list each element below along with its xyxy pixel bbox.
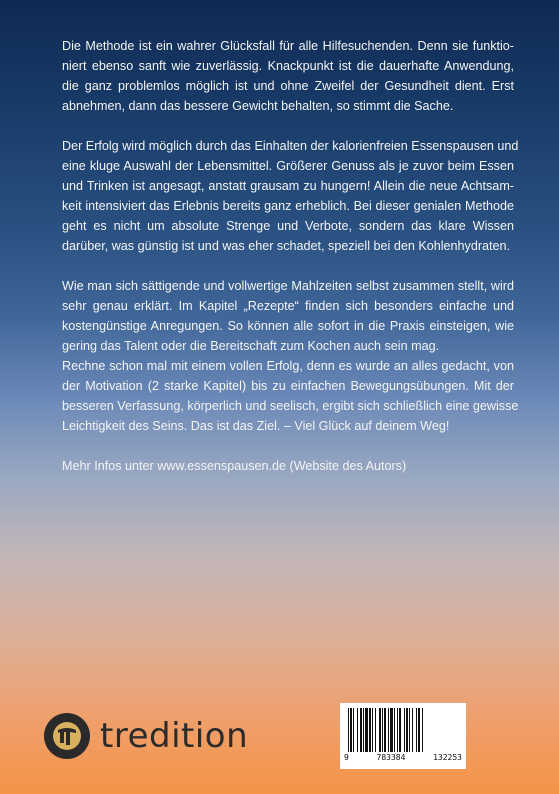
barcode-bar xyxy=(353,708,354,752)
publisher-name: tredition xyxy=(100,716,249,756)
text-line: kostengünstige Anregungen. So können alle sofort in die Praxis einsteigen, wie xyxy=(62,319,514,333)
barcode-digit-group: 9 xyxy=(344,753,349,762)
text-line: Wie man sich sättigende und vollwertige Mahlzeiten selbst zusammen stellt, wird xyxy=(62,279,514,293)
isbn-barcode xyxy=(340,703,466,769)
paragraph-4 xyxy=(62,356,519,436)
paragraph-2 xyxy=(62,136,519,256)
barcode-digit-group: 783384 xyxy=(376,753,406,762)
barcode-bar xyxy=(404,708,405,752)
text-line: eine kluge Auswahl der Lebensmittel. Größerer Genuss als je zuvor beim Essen xyxy=(62,159,514,173)
barcode-bar xyxy=(388,708,389,752)
text-line: Mehr Infos unter www.essenspausen.de (Website des Autors) xyxy=(62,459,407,473)
barcode-bar xyxy=(382,708,383,752)
barcode-bar xyxy=(350,708,352,752)
barcode-bar xyxy=(369,708,371,752)
text-line: Rechne schon mal mit einem vollen Erfolg, denn es wurde an alles gedacht, von xyxy=(62,359,514,373)
tredition-logo-icon xyxy=(44,713,90,759)
text-line: sehr genau erklärt. Im Kapitel „Rezepte“ finden sich besonders einfache und xyxy=(62,299,514,313)
text-line: keit intensiviert das Erlebnis bereits ganz erheblich. Bei dieser genialen Methode xyxy=(62,199,514,213)
text-line: geht es nicht um absolute Strenge und Verbote, sondern das klare Wissen xyxy=(62,219,514,233)
barcode-bar xyxy=(412,708,413,752)
barcode-digits xyxy=(344,753,462,762)
barcode-bar xyxy=(409,708,410,752)
barcode-bar xyxy=(360,708,362,752)
text-line: und Trinken ist angesagt, anstatt grausam zu hungern! Allein die neue Achtsam- xyxy=(62,179,514,193)
barcode-bar xyxy=(379,708,381,752)
barcode-bar xyxy=(348,708,349,752)
barcode-bar xyxy=(365,708,368,752)
barcode-bar xyxy=(397,708,398,752)
barcode-bar xyxy=(422,708,423,752)
barcode-bar xyxy=(390,708,393,752)
paragraph-3 xyxy=(62,276,514,356)
barcode-bars xyxy=(346,708,460,752)
text-line: darüber, was günstig ist und was eher schadet, speziell bei den Kohlenhydraten. xyxy=(62,239,511,253)
back-cover-text xyxy=(62,36,519,496)
barcode-bar xyxy=(416,708,417,752)
barcode-bar xyxy=(372,708,373,752)
text-line: Leichtigkeit des Seins. Das ist das Ziel. – Viel Glück auf deinem Weg! xyxy=(62,419,450,433)
text-line: niert ebenso sanft wie zuverlässig. Knackpunkt ist die dauerhafte Anwendung, xyxy=(62,59,514,73)
barcode-bar xyxy=(363,708,364,752)
text-line: abnehmen, dann das bessere Gewicht behalten, so stimmt die Sache. xyxy=(62,99,454,113)
text-line: Der Erfolg wird möglich durch das Einhalten der kalorienfreien Essenspausen und xyxy=(62,139,519,153)
barcode-bar xyxy=(406,708,408,752)
barcode-bar xyxy=(418,708,420,752)
barcode-digit-group: 132253 xyxy=(433,753,462,762)
barcode-bar xyxy=(357,708,358,752)
text-line: die ganz problemlos möglich ist und ohne Zweifel der Gesundheit dient. Erst xyxy=(62,79,514,93)
barcode-bar xyxy=(399,708,401,752)
text-line: gering das Talent oder die Bereitschaft zum Kochen auch sein mag. xyxy=(62,339,440,353)
website-line xyxy=(62,456,514,476)
paragraph-1 xyxy=(62,36,514,116)
text-line: der Motivation (2 starke Kapitel) bis zu einfachen Bewegungsübungen. Mit der xyxy=(62,379,514,393)
barcode-bar xyxy=(384,708,386,752)
text-line: Die Methode ist ein wahrer Glücksfall für alle Hilfesuchenden. Denn sie funktio- xyxy=(62,39,514,53)
text-line: besseren Verfassung, körperlich und seelisch, ergibt sich schließlich eine gewisse xyxy=(62,399,519,413)
barcode-bar xyxy=(375,708,376,752)
publisher-logo xyxy=(44,713,248,759)
barcode-bar xyxy=(394,708,395,752)
